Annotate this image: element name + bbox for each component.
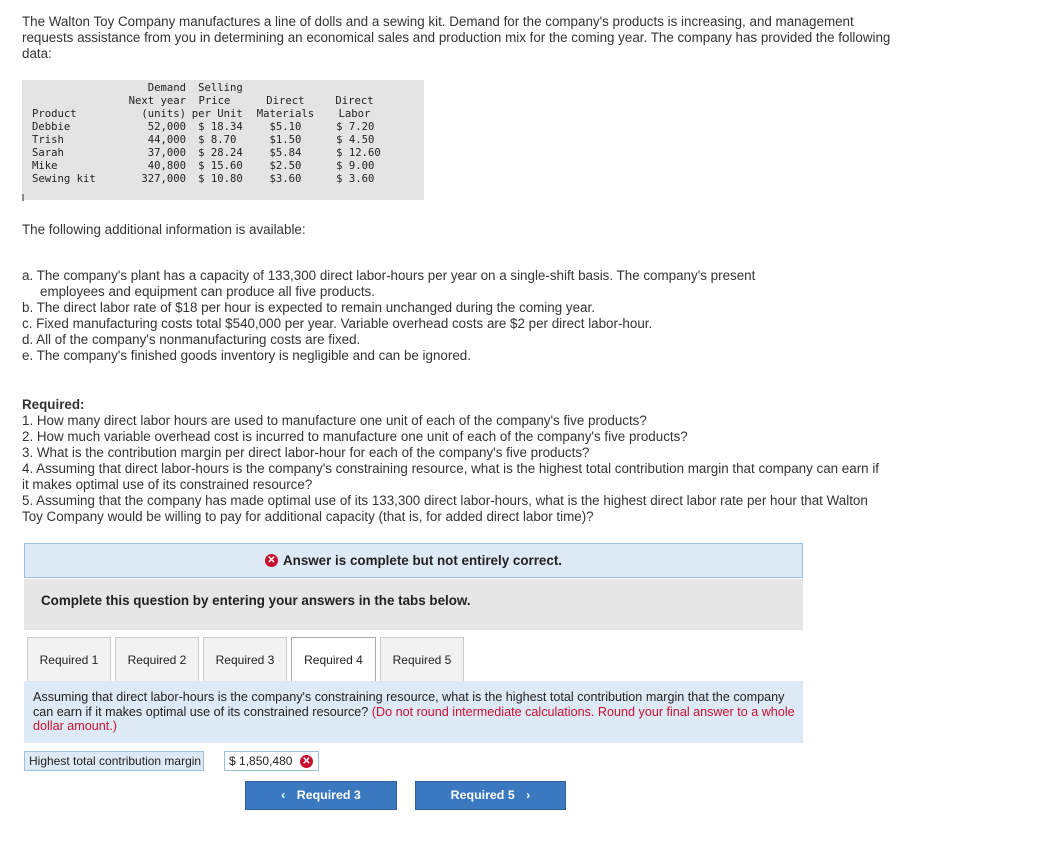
cell-price: $ 15.60 [198,160,243,172]
required-item-1: 1. How many direct labor hours are used to manufacture one unit of each of the company's five products? [22,413,647,428]
answer-status-banner [24,543,803,578]
cell-price: $ 8.70 [198,134,237,146]
question-text: Assuming that direct labor-hours is the company's constraining resource, what is the highest total contribution margin that the company can earn if it makes optimal use of its constrained resource? [33,690,785,719]
table-header-price-3: per Unit [191,108,243,120]
info-item-a-cont: employees and equipment can produce all five products. [40,284,375,299]
table-header-price-2: Price [198,95,231,107]
x-circle-icon: ✕ [300,755,313,768]
info-item-e: e. The company's finished goods inventory is negligible and can be ignored. [22,348,471,363]
answer-input[interactable] [224,751,319,771]
cell-demand: 327,000 [141,173,187,185]
chevron-left-icon: ‹ [281,788,286,802]
x-circle-icon: ✕ [265,554,278,567]
info-item-d: d. All of the company's nonmanufacturing costs are fixed. [22,332,361,347]
table-header-demand-2: Next year [128,95,187,107]
instruction-banner: Complete this question by entering your answers in the tabs below. [24,579,803,630]
cell-materials: $5.10 [269,121,302,133]
cell-demand: 40,800 [147,160,187,172]
cell-labor: $ 9.00 [336,160,375,172]
tab-required-2[interactable]: Required 2 [115,637,199,681]
answer-value: 1,850,480 [239,754,293,768]
cell-product: Sarah [32,147,64,159]
tab-required-3[interactable]: Required 3 [203,637,287,681]
cell-product: Sewing kit [32,173,96,185]
table-row [32,147,381,160]
table-header-demand-3: (units) [141,108,187,120]
answer-label: Highest total contribution margin [24,751,204,771]
cell-materials: $3.60 [269,173,302,185]
cell-price: $ 10.80 [198,173,243,185]
table-row [32,173,381,186]
chevron-right-icon: › [526,788,531,802]
cell-labor: $ 3.60 [336,173,375,185]
additional-info-list [22,268,842,364]
table-row [32,160,381,173]
cell-price: $ 18.34 [198,121,243,133]
required-item-5: 5. Assuming that the company has made optimal use of its 133,300 direct labor-hours, what is the highest direct labor rate per hour that Walton Toy Company would be willing to pay for additional capacity (that is, for added direct labor time)? [22,493,868,524]
table-header-product: Product [32,108,77,120]
required-list [22,413,882,525]
tab-required-5[interactable]: Required 5 [380,637,464,681]
required-item-4: 4. Assuming that direct labor-hours is the company's constraining resource, what is the highest total contribution margin that company can earn if it makes optimal use of its constrained resource? [22,461,880,492]
product-data-table [22,80,424,200]
cell-labor: $ 7.20 [336,121,375,133]
table-header-materials-1: Direct [266,95,305,107]
table-header-product-blank [32,82,96,95]
cell-demand: 52,000 [147,121,187,133]
required-heading: Required: [22,397,85,412]
table-header-materials-2: Materials [256,108,315,120]
info-item-b: b. The direct labor rate of $18 per hour is expected to remain unchanged during the coming year. [22,300,595,315]
table-row [32,121,381,134]
next-tab-label: Required 5 [450,788,515,802]
cell-labor: $ 12.60 [336,147,381,159]
cell-materials: $2.50 [269,160,302,172]
info-item-a: a. The company's plant has a capacity of 133,300 direct labor-hours per year on a single-shift basis. The company's present [22,268,756,283]
question-panel [24,681,803,743]
additional-info-lead: The following additional information is available: [22,222,306,237]
problem-intro: The Walton Toy Company manufactures a line of dolls and a sewing kit. Demand for the company's products is increasing, and management requests assistance from you in determining an economical sales and production mix for the coming year. The company has provided the following data: [22,14,891,61]
next-tab-button[interactable] [415,781,566,810]
table-header-labor-1: Direct [335,95,374,107]
prev-tab-button[interactable] [245,781,397,810]
required-item-2: 2. How much variable overhead cost is incurred to manufacture one unit of each of the company's five products? [22,429,688,444]
table-row [32,134,381,147]
cell-product: Trish [32,134,64,146]
prev-tab-label: Required 3 [296,788,361,802]
cell-demand: 37,000 [147,147,187,159]
info-item-c: c. Fixed manufacturing costs total $540,000 per year. Variable overhead costs are $2 per direct labor-hour. [22,316,653,331]
required-item-3: 3. What is the contribution margin per direct labor-hour for each of the company's five products? [22,445,590,460]
table-header-labor-2: Labor [338,108,371,120]
cell-demand: 44,000 [147,134,187,146]
table-header-price-1: Selling [198,82,243,94]
table-scroll-marker [22,194,24,201]
cell-materials: $5.84 [269,147,302,159]
cell-product: Debbie [32,121,71,133]
tab-required-4[interactable]: Required 4 [291,637,376,682]
cell-product: Mike [32,160,58,172]
cell-labor: $ 4.50 [336,134,375,146]
cell-materials: $1.50 [269,134,302,146]
question-hint: (Do not round intermediate calculations. Round your final answer to a whole dollar amount.) [33,704,795,733]
currency-symbol: $ [229,754,236,768]
answer-status-text: Answer is complete but not entirely correct. [282,553,563,568]
table-header-demand-1: Demand [147,82,187,94]
cell-price: $ 28.24 [198,147,243,159]
tab-required-1[interactable]: Required 1 [27,637,111,681]
